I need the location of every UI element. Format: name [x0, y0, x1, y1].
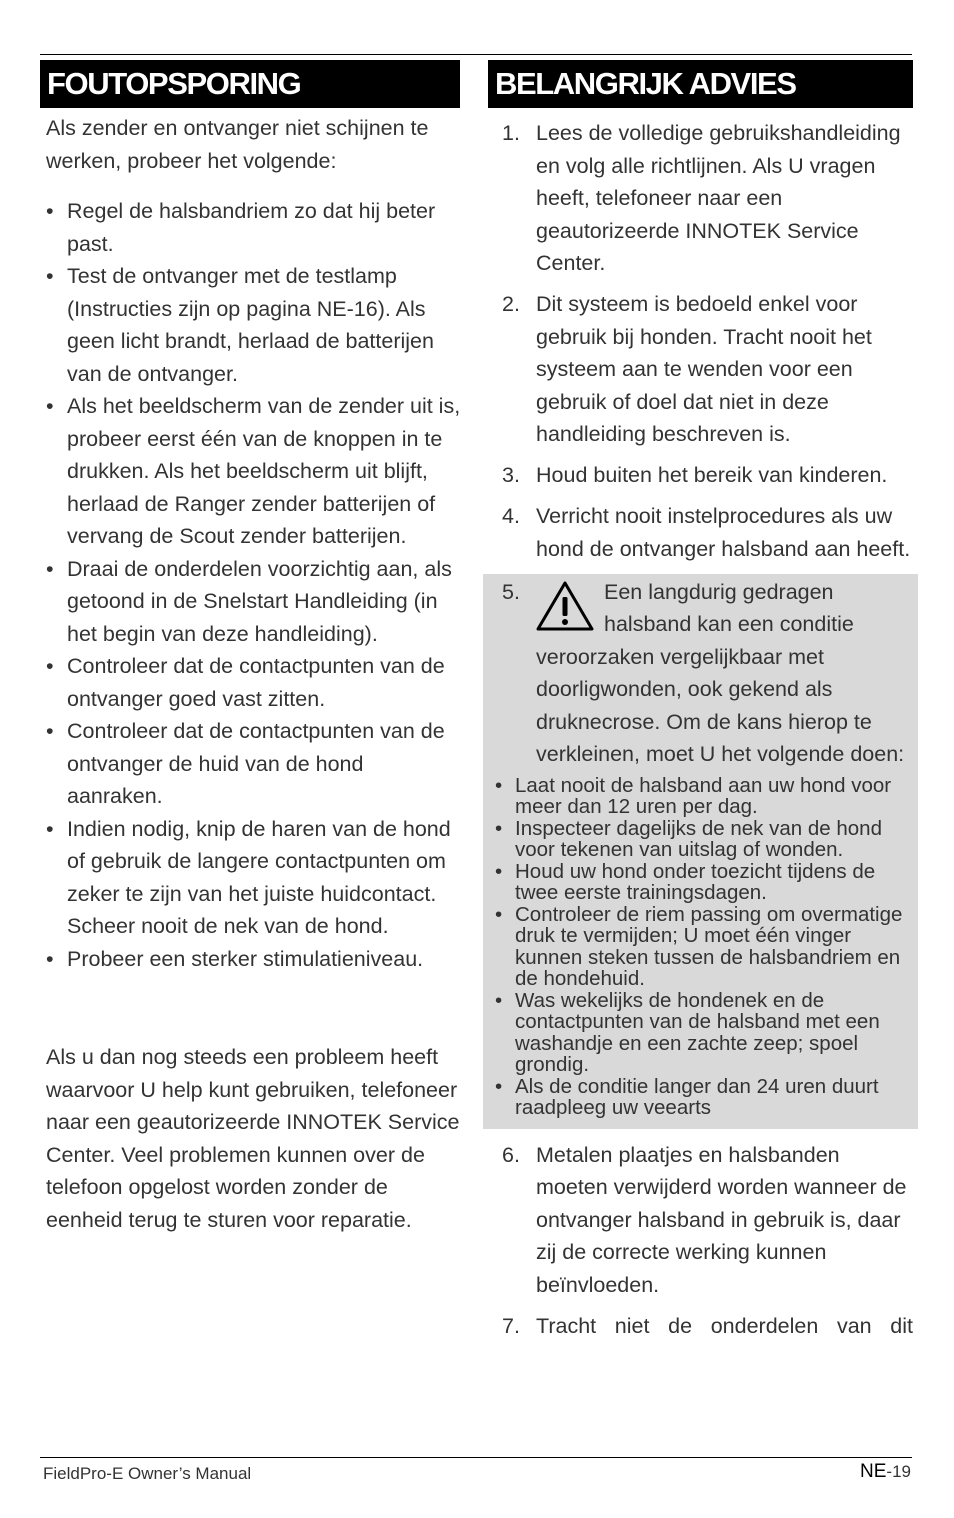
bullet-icon: • [46, 556, 54, 581]
page-prefix: NE [860, 1461, 887, 1482]
bullet-icon: • [46, 946, 54, 971]
bullet-icon: • [46, 264, 54, 288]
list-item: • Test de ontvanger met de testlamp (Instructies zijn op pagina NE-16). Als geen licht brandt, herlaad de batterijen van de ontvanger. [46, 260, 462, 390]
bullet-icon: • [495, 902, 503, 926]
list-item: • Controleer dat de contactpunten van de ontvanger de huid van de hond aanraken. [46, 715, 462, 813]
advice-list [488, 117, 913, 565]
advice-list-continued [488, 1139, 913, 1343]
troubleshooting-intro: Als zender en ontvanger niet schijnen te werken, probeer het volgende: [46, 116, 429, 173]
list-item: • Indien nodig, knip de haren van de hond of gebruik de langere contactpunten om zeker te zijn van het juiste huidcontact. Scheer nooit de nek van de hond. [46, 813, 462, 943]
warning-box [483, 574, 918, 1129]
warning-number: 5. [502, 579, 520, 604]
advice-item: 2. Dit systeem is bedoeld enkel voor gebruik bij honden. Tracht nooit het systeem aan te wenden voor een gebruik of doel dat niet in deze handleiding beschreven is. [502, 292, 872, 446]
troubleshooting-column [46, 112, 462, 1236]
page-number [860, 1461, 911, 1483]
advice-item: 6. Metalen plaatjes en halsbanden moeten verwijderd worden wanneer de ontvanger halsband in gebruik is, daar zij de correcte werking kunnen beïnvloeden. [502, 1142, 907, 1297]
list-item: • Controleer de riem passing om overmatige druk te vermijden; U moet één vinger kunnen steken tussen de halsbandriem en de hondehuid. [495, 902, 903, 990]
bullet-icon: • [46, 654, 54, 678]
list-item: • Draai de onderdelen voorzichtig aan, als getoond in de Snelstart Handleiding (in het begin van deze handleiding). [46, 553, 462, 651]
list-item: • Controleer dat de contactpunten van de ontvanger goed vast zitten. [46, 650, 462, 715]
bullet-icon: • [46, 719, 54, 743]
top-rule [40, 54, 912, 55]
troubleshooting-closing: Als u dan nog steeds een probleem heeft waarvoor U help kunt gebruiken, telefoneer naar een geautorizeerde INNOTEK Service Center. Veel problemen kunnen over de telefoon opgelost worden zonder de eenheid terug te sturen voor reparatie. [46, 1045, 460, 1232]
bottom-rule [40, 1457, 912, 1458]
advice-column [488, 117, 913, 1351]
troubleshooting-list [46, 195, 462, 975]
bullet-icon: • [495, 1074, 503, 1098]
bullet-icon: • [46, 816, 54, 841]
troubleshooting-heading: FOUTOPSPORING [40, 60, 460, 108]
important-advice-heading: BELANGRIJK ADVIES [488, 60, 913, 108]
list-item: • Laat nooit de halsband aan uw hond voor meer dan 12 uren per dag. [495, 773, 892, 818]
advice-item: 1. Lees de volledige gebruikshandleiding en volg alle richtlijnen. Als U vragen heeft, telefoneer naar een geautorizeerde INNOTEK Service Center. [502, 121, 901, 275]
list-item: • Houd uw hond onder toezicht tijdens de twee eerste trainingsdagen. [495, 859, 876, 904]
advice-item: 3. Houd buiten het bereik van kinderen. [502, 463, 888, 487]
bullet-icon: • [495, 773, 503, 797]
list-item: • Als de conditie langer dan 24 uren duurt raadpleeg uw veearts [495, 1074, 879, 1119]
page-number-value: -19 [886, 1462, 911, 1481]
list-item: • Was wekelijks de hondenek en de contactpunten van de halsband met een washandje en een zachte zeep; spoel grondig. [495, 988, 880, 1076]
warning-list [483, 775, 918, 1119]
advice-item: 4. Verricht nooit instelprocedures als uw hond de ontvanger halsband aan heeft. [502, 504, 911, 561]
bullet-icon: • [495, 859, 503, 883]
bullet-icon: • [46, 199, 54, 223]
advice-item: 7. Tracht niet de onderdelen van dit [502, 1313, 913, 1338]
list-item: • Probeer een sterker stimulatieniveau. [46, 943, 462, 976]
list-item: • Inspecteer dagelijks de nek van de hond voor tekenen van uitslag of wonden. [495, 816, 882, 861]
list-item: • Als het beeldscherm van de zender uit is, probeer eerst één van de knoppen in te drukken. Als het beeldscherm uit blijft, herlaad de Ranger zender batterijen of vervang de Scout zender batterijen. [46, 390, 462, 553]
warning-triangle-icon [535, 580, 595, 632]
list-item: • Regel de halsbandriem zo dat hij beter past. [46, 195, 462, 260]
footer-manual-title: FieldPro-E Owner’s Manual [43, 1464, 252, 1483]
bullet-icon: • [495, 816, 503, 840]
bullet-icon: • [495, 988, 503, 1012]
bullet-icon: • [46, 394, 54, 418]
warning-text: Een langdurig gedragen halsband kan een conditie veroorzaken vergelijkbaar met doorligwonden, ook gekend als druknecrose. Om de kans hierop te verkleinen, moet U het volgende doen: [536, 579, 905, 766]
